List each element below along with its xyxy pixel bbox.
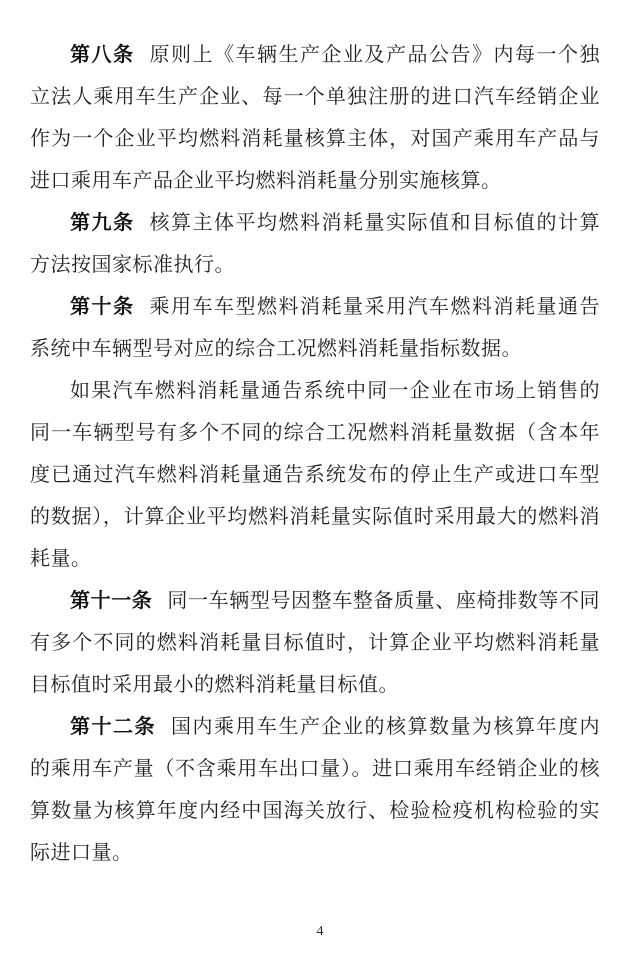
text-line: 算数量为核算年度内经中国海关放行、检验检疫机构检验的实 bbox=[30, 800, 600, 822]
text-run: 核算主体平均燃料消耗量实际值和目标值的计算 bbox=[149, 212, 600, 234]
article-number: 第十一条 bbox=[70, 590, 153, 612]
paragraph-article-10-continuation bbox=[30, 370, 600, 580]
paragraph-article-9 bbox=[30, 202, 600, 286]
text-line: 同一车辆型号有多个不同的综合工况燃料消耗量数据（含本年 bbox=[30, 422, 600, 444]
text-line: 立法人乘用车生产企业、每一个单独注册的进口汽车经销企业 bbox=[30, 86, 600, 108]
text-line: 的乘用车产量（不含乘用车出口量）。进口乘用车经销企业的核 bbox=[30, 758, 600, 780]
text-line: 系统中车辆型号对应的综合工况燃料消耗量指标数据。 bbox=[30, 338, 522, 360]
text-line: 作为一个企业平均燃料消耗量核算主体，对国产乘用车产品与 bbox=[30, 128, 600, 150]
text-run: 同一车辆型号因整车整备质量、座椅排数等不同 bbox=[167, 590, 600, 612]
text-line bbox=[30, 580, 600, 622]
document-body bbox=[30, 34, 600, 874]
text-line: 方法按国家标准执行。 bbox=[30, 254, 235, 276]
page-footer bbox=[0, 922, 640, 941]
text-line: 的数据），计算企业平均燃料消耗量实际值时采用最大的燃料消 bbox=[30, 506, 600, 528]
text-run: 国内乘用车生产企业的核算数量为核算年度内 bbox=[171, 716, 600, 738]
text-line: 进口乘用车产品企业平均燃料消耗量分别实施核算。 bbox=[30, 170, 502, 192]
text-line: 目标值时采用最小的燃料消耗量目标值。 bbox=[30, 674, 399, 696]
text-run: 如果汽车燃料消耗量通告系统中同一企业在市场上销售的 bbox=[70, 380, 600, 402]
text-line: 耗量。 bbox=[30, 548, 92, 570]
paragraph-article-12 bbox=[30, 706, 600, 874]
text-line: 际进口量。 bbox=[30, 842, 133, 864]
article-number: 第九条 bbox=[70, 212, 135, 234]
text-line bbox=[30, 34, 600, 76]
text-line: 有多个不同的燃料消耗量目标值时，计算企业平均燃料消耗量 bbox=[30, 632, 600, 654]
paragraph-article-8 bbox=[30, 34, 600, 202]
page-number: 4 bbox=[316, 924, 324, 939]
text-line: 度已通过汽车燃料消耗量通告系统发布的停止生产或进口车型 bbox=[30, 464, 600, 486]
text-run: 原则上《车辆生产企业及产品公告》内每一个独 bbox=[149, 44, 600, 66]
article-number: 第八条 bbox=[70, 44, 135, 66]
article-number: 第十条 bbox=[70, 296, 135, 318]
text-line bbox=[30, 202, 600, 244]
text-line bbox=[30, 370, 600, 412]
text-line bbox=[30, 706, 600, 748]
paragraph-article-11 bbox=[30, 580, 600, 706]
article-number: 第十二条 bbox=[70, 716, 156, 738]
text-run: 乘用车车型燃料消耗量采用汽车燃料消耗量通告 bbox=[149, 296, 600, 318]
text-line bbox=[30, 286, 600, 328]
paragraph-article-10 bbox=[30, 286, 600, 370]
